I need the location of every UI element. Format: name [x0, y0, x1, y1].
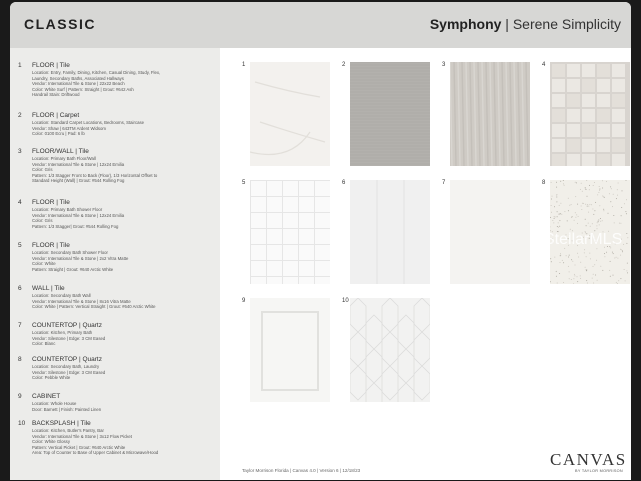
- swatch-carpet-gray: [350, 62, 430, 166]
- swatch-grid-tile-beige: [550, 62, 630, 166]
- series-subtitle: Serene Simplicity: [512, 16, 621, 32]
- spec-detail-line: Standard Height (Wall) | Grout: #544 Rolling Fog: [32, 178, 125, 184]
- spec-item: [18, 242, 218, 272]
- design-sheet: [10, 2, 631, 480]
- spec-number: 10: [18, 420, 26, 427]
- canvas-logo-sub: BY TAYLOR MORRISON: [575, 469, 623, 473]
- spec-item: [18, 393, 218, 412]
- spec-detail-line: Vendor: International Tile & Stone | 3x12 Flow Picket: [32, 433, 133, 439]
- spec-detail-line: Color: White Glossy: [32, 439, 70, 445]
- swatch-number: 9: [242, 298, 246, 304]
- spec-heading: [18, 322, 218, 330]
- spec-detail-line: Color: White | Pattern: Vertical Straight | Grout: #640 Arctic White: [32, 304, 156, 310]
- series-title: [430, 16, 621, 32]
- swatch-marble-white: [250, 62, 330, 166]
- spec-title: FLOOR | Carpet: [32, 112, 80, 119]
- swatch-wood-gray: [450, 62, 530, 166]
- spec-number: 2: [18, 112, 22, 119]
- swatch-shaker-door: [250, 298, 330, 402]
- spec-title: CABINET: [32, 393, 61, 400]
- spec-item: [18, 148, 218, 184]
- swatch-number: 6: [342, 180, 346, 186]
- spec-detail-line: Vendor: International Tile & Stone | 22x22 Beach: [32, 81, 125, 87]
- spec-heading: [18, 420, 218, 428]
- series-separator: |: [501, 16, 513, 32]
- spec-title: BACKSPLASH | Tile: [32, 420, 91, 427]
- spec-detail-line: Pattern: 1/3 Stagger| Grout: #544 Rolling Fog: [32, 223, 119, 229]
- spec-detail-line: Vendor: International Tile & Stone | 12x24 Emilia: [32, 161, 125, 167]
- spec-title: COUNTERTOP | Quartz: [32, 356, 102, 363]
- spec-detail-line: Vendor: International Tile & Stone | 12x24 Emilia: [32, 212, 125, 218]
- spec-number: 6: [18, 285, 22, 292]
- swatch-number: 2: [342, 62, 346, 68]
- spec-detail-line: Location: Primary Bath Shower Floor: [32, 207, 103, 212]
- spec-heading: [18, 148, 218, 156]
- spec-number: 5: [18, 242, 22, 249]
- spec-number: 4: [18, 199, 22, 206]
- swatch-number: 5: [242, 180, 246, 186]
- swatch-number: 8: [542, 180, 546, 186]
- spec-number: 8: [18, 356, 22, 363]
- spec-detail-line: Location: Primary Bath Floor/Wall: [32, 156, 96, 161]
- watermark: StellarMLS: [544, 231, 623, 248]
- spec-detail-line: Location: Secondary Bath Shower Floor: [32, 250, 108, 255]
- spec-detail-line: Vendor: Silestone | Edge: 3 CM Eased: [32, 335, 106, 341]
- spec-detail-line: Location: Secondary Bath, Laundry: [32, 364, 100, 369]
- swatch-number: 1: [242, 62, 246, 68]
- spec-detail-line: Area: Top of Counter to Base of Upper Cabinet & Microwave/Hood: [32, 450, 159, 456]
- spec-detail-line: Location: Kitchen, Butler's Pantry, Bar: [32, 428, 104, 433]
- spec-detail-line: Location: Kitchen, Primary Bath: [32, 330, 93, 335]
- spec-heading: [18, 242, 218, 250]
- spec-item: [18, 112, 218, 137]
- spec-heading: [18, 393, 218, 401]
- spec-number: 7: [18, 322, 22, 329]
- spec-heading: [18, 62, 218, 70]
- swatch-number: 3: [442, 62, 446, 68]
- spec-item: [18, 285, 218, 310]
- spec-detail-line: Color: Pebble White: [32, 375, 71, 381]
- canvas-logo: CANVAS: [550, 450, 627, 469]
- swatch-quartz-white: [450, 180, 530, 284]
- spec-detail-line: Pattern: Vertical Picket | Grout: #640 Arctic White: [32, 444, 126, 450]
- spec-detail-line: Handrail Stain: Driftwood: [32, 92, 80, 98]
- spec-title: FLOOR | Tile: [32, 242, 70, 249]
- spec-detail-line: Location: Entry, Family, Dining, Kitchen, Casual Dining, Study, Flex,: [32, 70, 161, 75]
- spec-detail-line: Vendor: International Tile & Stone | 2x2 Vitra Matte: [32, 255, 129, 261]
- spec-detail-line: Laundry, Secondary Baths, Associated Hallways: [32, 75, 124, 81]
- spec-heading: [18, 199, 218, 207]
- collection-title: CLASSIC: [24, 16, 96, 32]
- series-brand: Symphony: [429, 16, 502, 32]
- spec-detail-line: Color: 0100 Ecru | Pad: 6 lb: [32, 131, 85, 137]
- spec-detail-line: Vendor: Shaw | 643TM Ardent Widsom: [32, 125, 106, 131]
- spec-item: [18, 322, 218, 347]
- spec-item: [18, 62, 218, 98]
- spec-detail-line: Color: White: [32, 261, 56, 267]
- swatch-grid-tile-white: [250, 180, 330, 284]
- spec-heading: [18, 285, 218, 293]
- swatch-number: 10: [342, 298, 349, 304]
- spec-title: FLOOR | Tile: [32, 199, 70, 206]
- spec-detail-line: Color: Blanc: [32, 341, 56, 347]
- spec-detail-line: Pattern: 1/3 Stagger Front to Back (Floor), 1/3 Horizontal Offset to: [32, 172, 158, 178]
- spec-heading: [18, 112, 218, 120]
- spec-item: [18, 356, 218, 381]
- spec-detail-line: Location: Standard Carpet Locations, Bedrooms, Staircase: [32, 120, 145, 125]
- spec-number: 9: [18, 393, 22, 400]
- spec-title: WALL | Tile: [32, 285, 65, 292]
- header-bar: [10, 2, 631, 48]
- spec-title: COUNTERTOP | Quartz: [32, 322, 102, 329]
- spec-detail-line: Color: Gris: [32, 167, 53, 173]
- spec-detail-line: Door: Barnett | Finish: Painted Linen: [32, 406, 102, 412]
- spec-detail-line: Pattern: Straight | Grout: #640 Arctic White: [32, 266, 114, 272]
- swatch-picket-white: [350, 298, 430, 402]
- spec-item: [18, 199, 218, 229]
- swatch-subway-white: [350, 180, 430, 284]
- spec-item: [18, 420, 218, 456]
- spec-title: FLOOR/WALL | Tile: [32, 148, 89, 155]
- spec-detail-line: Location: Whole House: [32, 401, 77, 406]
- swatch-number: 4: [542, 62, 546, 68]
- spec-title: FLOOR | Tile: [32, 62, 70, 69]
- spec-number: 1: [18, 62, 22, 69]
- footer-note: Taylor Morrison Florida | Canvas 4.0 | Version 6 | 12/18/23: [242, 468, 361, 473]
- spec-detail-line: Color: Gris: [32, 218, 53, 224]
- spec-detail-line: Vendor: International Tile & Stone | 8x16 Vitra Matte: [32, 298, 131, 304]
- swatch-number: 7: [442, 180, 446, 186]
- spec-number: 3: [18, 148, 22, 155]
- spec-heading: [18, 356, 218, 364]
- spec-detail-line: Location: Secondary Bath Wall: [32, 293, 91, 298]
- spec-detail-line: Color: White Surf | Pattern: Straight | Grout: #642 Ash: [32, 86, 134, 92]
- spec-detail-line: Vendor: Silestone | Edge: 3 CM Eased: [32, 369, 106, 375]
